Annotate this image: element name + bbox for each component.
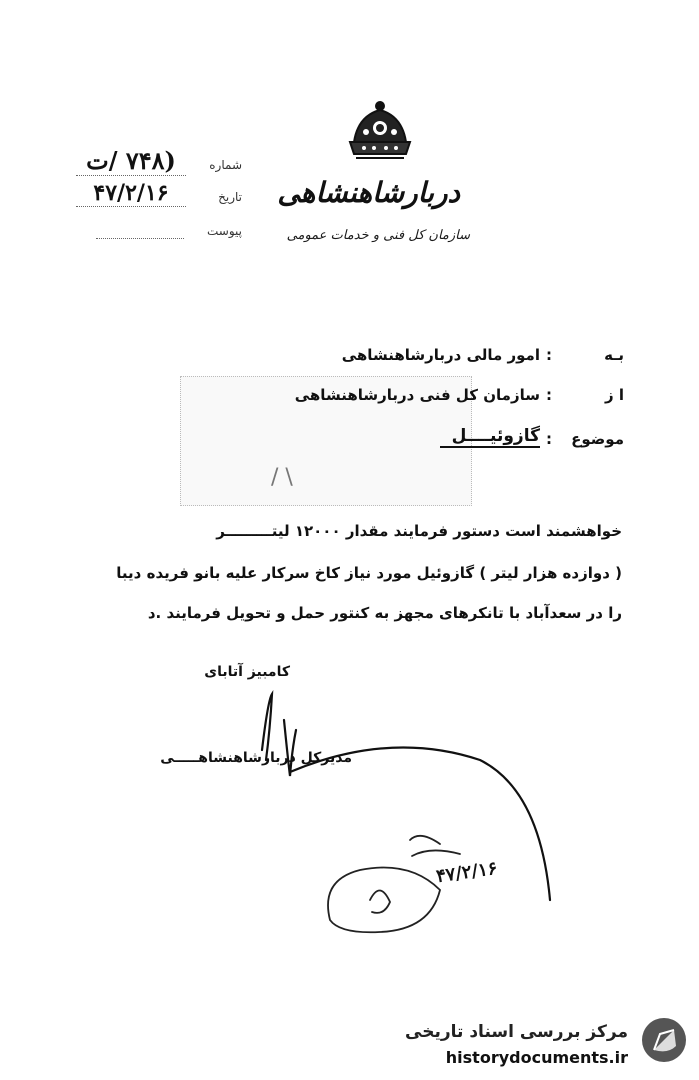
org-title: دربارشاهنشاهی: [277, 176, 460, 209]
signatory-name: کامبیز آتابای: [204, 664, 290, 680]
body-line-3: را در سعدآباد با تانکرهای مجهز به کنتور حمل و تحویل فرمایند .د: [147, 604, 622, 622]
attachment-label: پیوست: [207, 224, 242, 238]
watermark-site-url: historydocuments.ir: [445, 1048, 628, 1067]
to-label: بـه: [604, 346, 624, 364]
crown-emblem: [344, 98, 416, 164]
subject-label: موضوع: [571, 430, 624, 448]
signatory-title: مدیرکل دربارشاهنشاهـــــی: [160, 750, 352, 766]
to-colon: :: [546, 346, 552, 364]
org-subtitle: سازمان کل فنی و خدمات عمومی: [286, 228, 470, 243]
subject-colon: :: [546, 430, 552, 448]
receipt-stamp-date: ۴۷/۲/۱۶: [434, 857, 499, 888]
subject-value: گازوئیــــل: [440, 426, 540, 448]
receipt-stamp-scribble: [320, 820, 520, 940]
attachment-value-line: [96, 230, 184, 239]
number-value: (۷۴۸ /ت: [76, 146, 186, 176]
watermark-site-name: مرکز بررسی اسناد تاریخی: [405, 1022, 628, 1042]
date-value: ۴۷/۲/۱۶: [76, 180, 186, 207]
date-label: تاریخ: [218, 190, 242, 204]
number-label: شماره: [209, 158, 242, 172]
from-label: ا ز: [605, 386, 624, 404]
archive-logo-icon: [640, 1016, 688, 1064]
watermark-logo: [640, 1016, 688, 1064]
from-value: سازمان کل فنی دربارشاهنشاهی: [294, 386, 540, 404]
to-value: امور مالی دربارشاهنشاهی: [341, 346, 540, 364]
body-line-1: خواهشمند است دستور فرمایند مقدار ۱۲۰۰۰ لیتـــــــــر: [216, 522, 622, 540]
body-line-2: ( دوازده هزار لیتر ) گازوئیل مورد نیاز کاخ سرکار علیه بانو فریده دیبا: [116, 564, 622, 582]
faint-overprint-mark: / \: [271, 465, 293, 490]
from-colon: :: [546, 386, 552, 404]
